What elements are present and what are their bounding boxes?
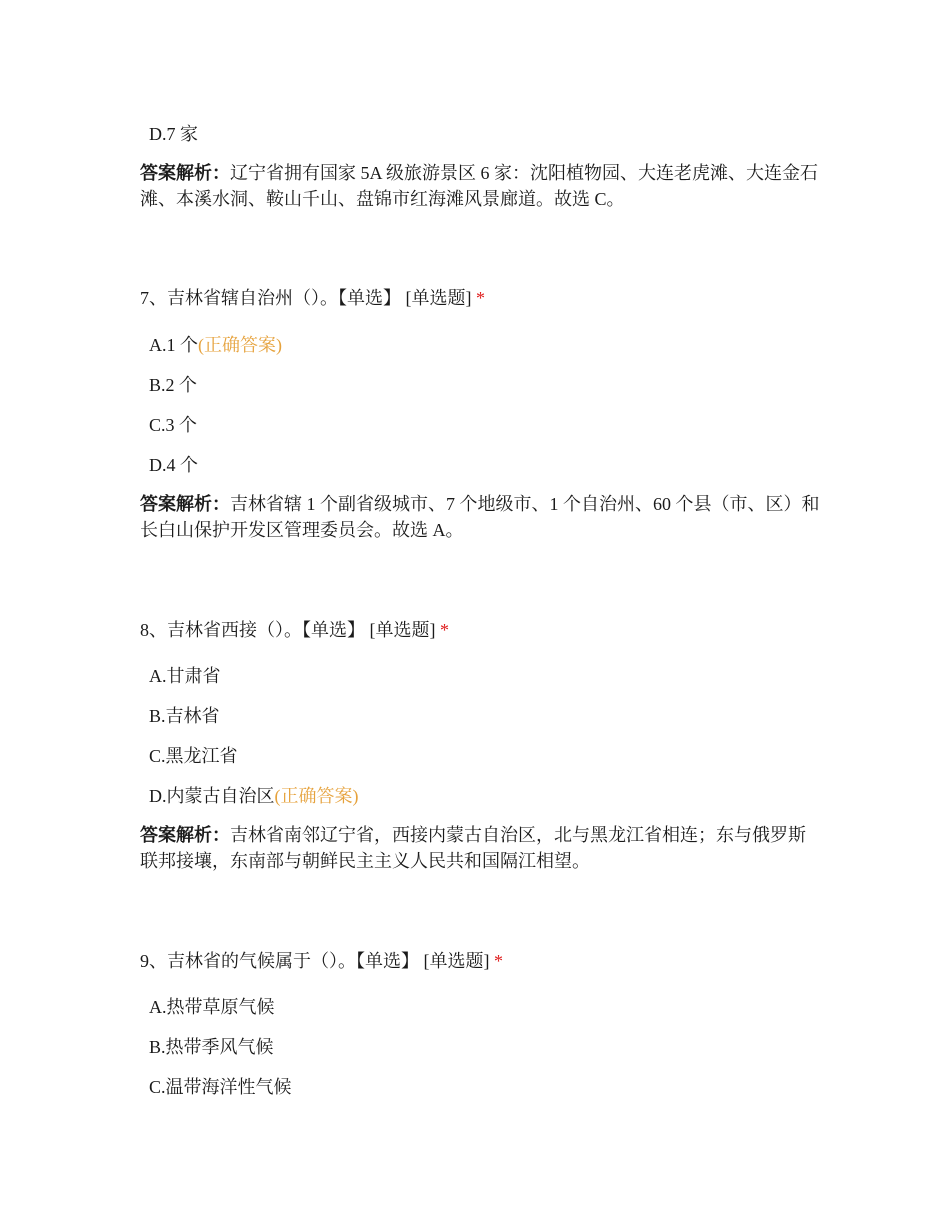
question-text: 9、吉林省的气候属于（）。【单选】 [单选题] [140, 951, 490, 971]
question-text: 7、吉林省辖自治州（）。【单选】 [单选题] [140, 288, 472, 308]
q6-option-d [149, 122, 198, 146]
required-mark: * [440, 620, 449, 640]
q7-title [140, 286, 485, 310]
q8-option-a[interactable] [149, 664, 221, 688]
option-label: A.1 个 [149, 335, 198, 355]
analysis-label: 答案解析： [140, 494, 230, 514]
q6-answer-analysis [140, 160, 820, 212]
option-label: B.吉林省 [149, 706, 220, 726]
option-label: A.甘肃省 [149, 666, 221, 686]
question-text: 8、吉林省西接（）。【单选】 [单选题] [140, 620, 436, 640]
analysis-label: 答案解析： [140, 825, 230, 845]
option-label: A.热带草原气候 [149, 997, 275, 1017]
option-label: B.2 个 [149, 375, 198, 395]
correct-answer-tag: (正确答案) [198, 335, 282, 355]
q9-option-a[interactable] [149, 995, 275, 1019]
q8-option-d[interactable] [149, 784, 359, 808]
analysis-text: 吉林省辖 1 个副省级城市、7 个地级市、1 个自治州、60 个县（市、区）和长白山保护开发区管理委员会。故选 A。 [140, 494, 820, 540]
required-mark: * [494, 951, 503, 971]
q9-option-c[interactable] [149, 1075, 292, 1099]
q9-title [140, 949, 503, 973]
option-label: C.黑龙江省 [149, 746, 238, 766]
q7-option-a[interactable] [149, 333, 282, 357]
q8-answer-analysis [140, 822, 820, 874]
option-label: B.热带季风气候 [149, 1037, 274, 1057]
q8-title [140, 618, 449, 642]
q9-option-b[interactable] [149, 1035, 274, 1059]
option-label: D.内蒙古自治区 [149, 786, 275, 806]
q8-option-c[interactable] [149, 744, 238, 768]
option-label: D.7 家 [149, 124, 198, 144]
option-label: C.3 个 [149, 415, 198, 435]
q8-option-b[interactable] [149, 704, 220, 728]
analysis-text: 吉林省南邻辽宁省，西接内蒙古自治区，北与黑龙江省相连；东与俄罗斯联邦接壤，东南部与朝鲜民主主义人民共和国隔江相望。 [140, 825, 806, 871]
required-mark: * [476, 288, 485, 308]
option-label: C.温带海洋性气候 [149, 1077, 292, 1097]
option-label: D.4 个 [149, 455, 198, 475]
analysis-text: 辽宁省拥有国家 5A 级旅游景区 6 家：沈阳植物园、大连老虎滩、大连金石滩、本溪水洞、鞍山千山、盘锦市红海滩风景廊道。故选 C。 [140, 163, 819, 209]
q7-option-c[interactable] [149, 413, 197, 437]
analysis-label: 答案解析： [140, 163, 230, 183]
q7-option-b[interactable] [149, 373, 197, 397]
q7-answer-analysis [140, 491, 820, 543]
correct-answer-tag: (正确答案) [274, 786, 359, 806]
q7-option-d[interactable] [149, 453, 198, 477]
